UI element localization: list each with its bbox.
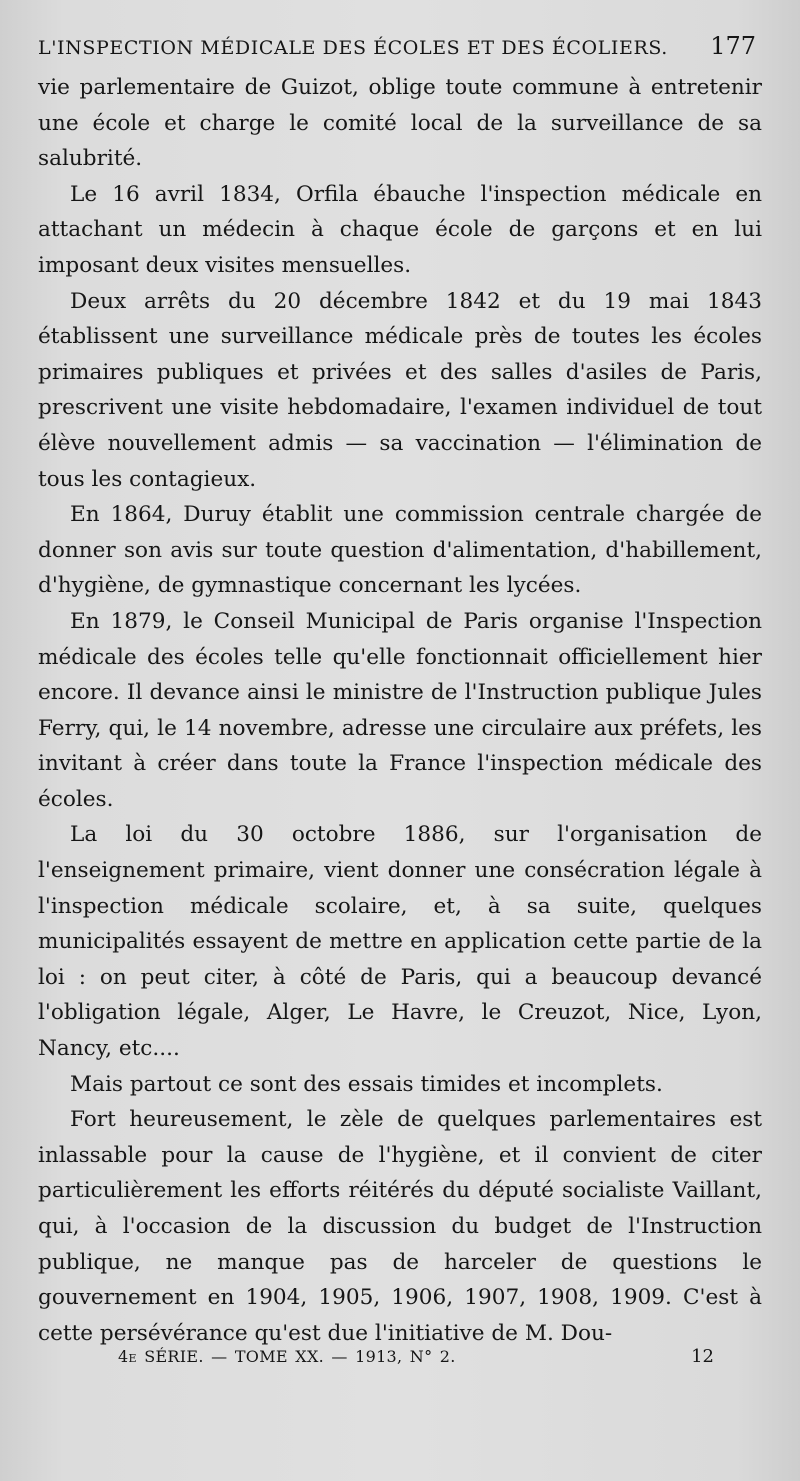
paragraph-orfila-1834: Le 16 avril 1834, Orfila ébauche l'inspection médicale en attachant un médecin à chaque école de garçons et en lui imposant deux visites mensuelles. (38, 181, 762, 278)
paragraph-continuation: vie parlementaire de Guizot, oblige toute commune à entretenir une école et charge le comité local de la surveillance de sa salubrité. (38, 75, 762, 172)
running-title: L'INSPECTION MÉDICALE DES ÉCOLES ET DES ÉCOLIERS. (38, 37, 668, 59)
paragraph-vaillant: Fort heureusement, le zèle de quelques parlementaires est inlassable pour la cause de l'hygiène, et il convient de citer particulièrement les efforts réitérés du député socialiste Vaillant, qui, à l'occasion de la discussion du budget de l'Instruction publique, ne manque pas de harceler de questions le gouvernement en 1904, 1905, 1906, 1907, 1908, 1909. C'est à cette persévérance qu'est due l'initiative de M. Dou- (38, 1107, 762, 1346)
paragraph-essais: Mais partout ce sont des essais timides et incomplets. (70, 1071, 663, 1097)
running-header (38, 32, 756, 62)
series-line: 4e SÉRIE. — TOME XX. — 1913, N° 2. (118, 1347, 456, 1366)
page-footer (118, 1346, 714, 1367)
paragraph-loi-1886: La loi du 30 octobre 1886, sur l'organisation de l'enseignement primaire, vient donner une consécration légale à l'inspection médicale scolaire, et, à sa suite, quelques municipalités essayent de mettre en application cette partie de la loi : on peut citer, à côté de Paris, qui a beaucoup devancé l'obligation légale, Alger, Le Havre, le Creuzot, Nice, Lyon, Nancy, etc.... (38, 822, 762, 1062)
signature-mark: 12 (691, 1346, 714, 1367)
paragraph-conseil-1879: En 1879, le Conseil Municipal de Paris organise l'Inspection médicale des écoles telle qu'elle fonctionnait officiellement hier encore. Il devance ainsi le ministre de l'Instruction publique Jules Ferry, qui, le 14 novembre, adresse une circulaire aux préfets, les invitant à créer dans toute la France l'inspection médicale des écoles. (38, 608, 762, 812)
page-number: 177 (710, 32, 756, 60)
paragraph-duruy-1864: En 1864, Duruy établit une commission centrale chargée de donner son avis sur toute question d'alimentation, d'habillement, d'hygiène, de gymnastique concernant les lycées. (38, 502, 762, 599)
body-text (38, 70, 762, 1351)
paragraph-arrets-1842-1843: Deux arrêts du 20 décembre 1842 et du 19 mai 1843 établissent une surveillance médicale près de toutes les écoles primaires publiques et privées et des salles d'asiles de Paris, prescrivent une visite hebdomadaire, l'examen individuel de tout élève nouvellement admis — sa vaccination — l'élimination de tous les contagieux. (38, 288, 762, 492)
